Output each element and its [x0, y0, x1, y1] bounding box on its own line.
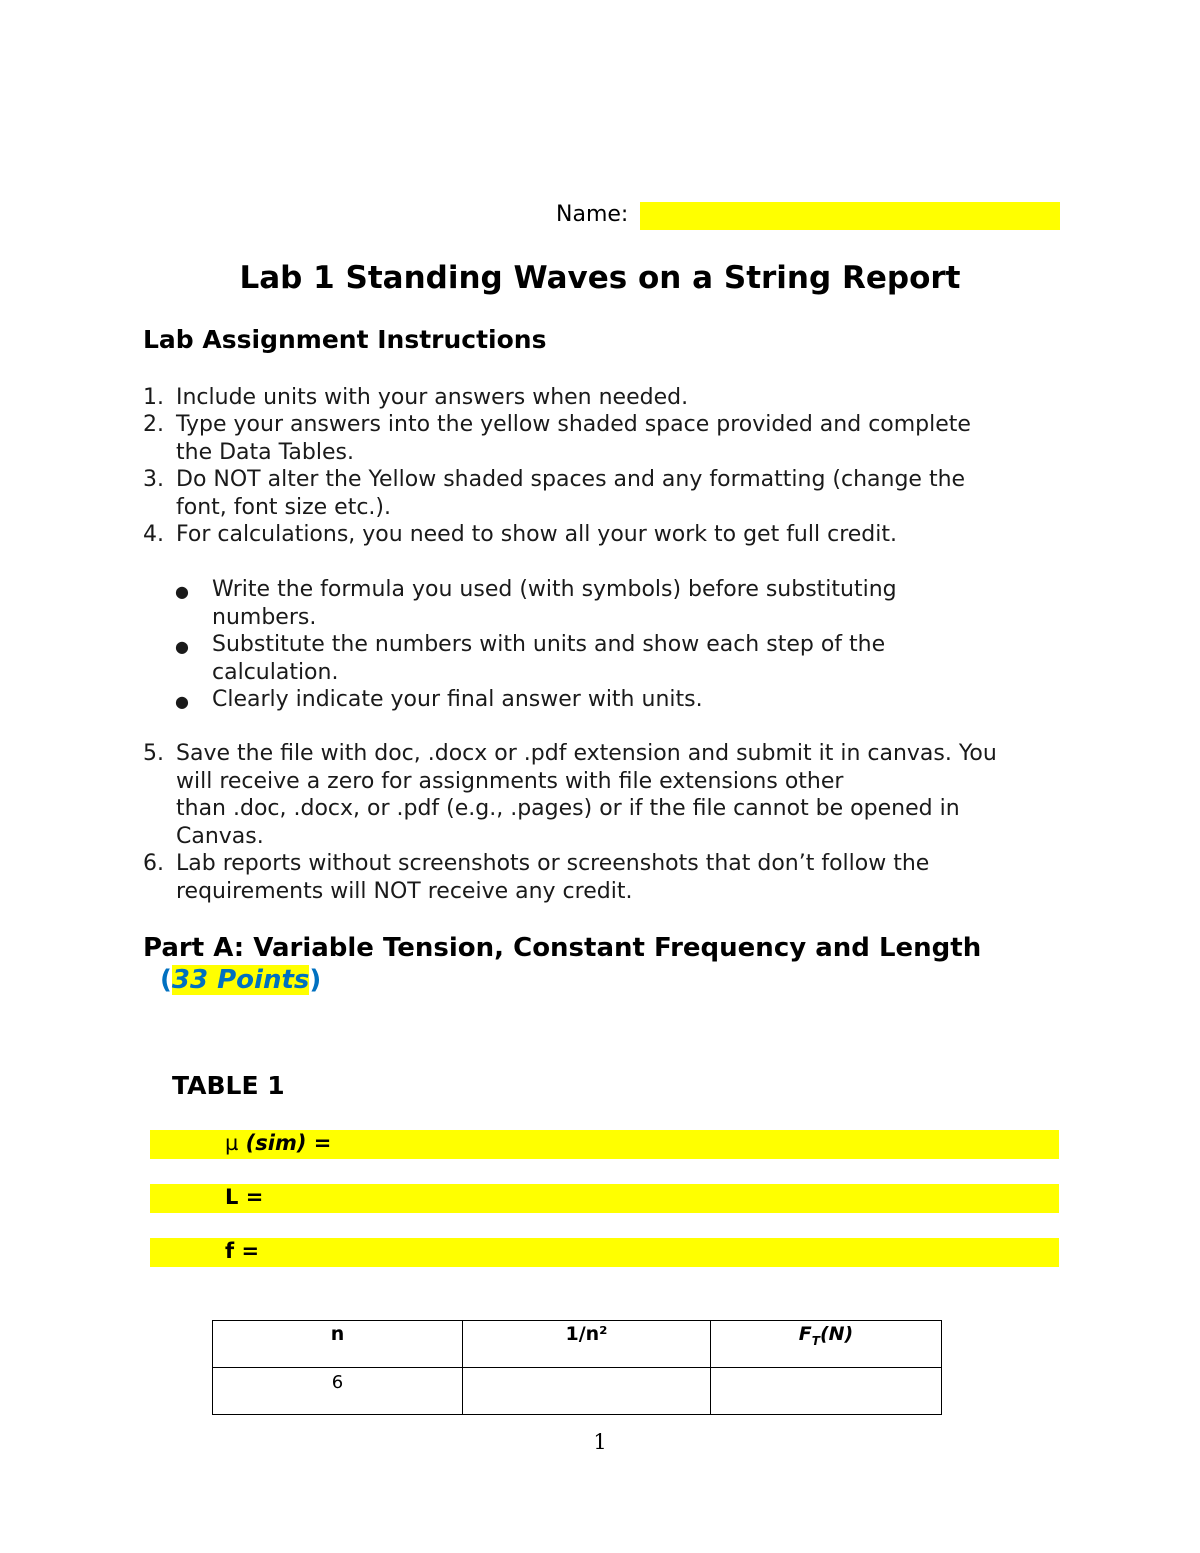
- paren-close: ): [309, 965, 322, 995]
- frequency-field[interactable]: [150, 1238, 1059, 1267]
- bullet-text: Write the formula you used (with symbols) before substituting: [212, 577, 897, 602]
- points-value: 33 Points: [171, 965, 310, 995]
- bullet-icon: ●: [175, 582, 189, 601]
- frequency-label: f =: [225, 1239, 260, 1263]
- instruction-text: Include units with your answers when needed.: [176, 385, 689, 410]
- instruction-text: requirements will NOT receive any credit.: [176, 879, 633, 904]
- length-label: L =: [225, 1185, 264, 1209]
- header-inv-n2: 1/n²: [463, 1321, 711, 1368]
- bullet-text: Clearly indicate your final answer with units.: [212, 687, 703, 712]
- part-a-points: [160, 965, 321, 995]
- mu-label: [225, 1131, 331, 1155]
- mu-text: (sim) =: [238, 1131, 332, 1155]
- list-number: 2.: [143, 412, 164, 437]
- mu-field[interactable]: [150, 1130, 1059, 1159]
- paren-open: (: [160, 965, 172, 995]
- tension-subscript: T: [811, 1333, 820, 1348]
- instruction-text: will receive a zero for assignments with file extensions other: [176, 769, 844, 794]
- tension-symbol: F: [798, 1323, 812, 1345]
- list-number: 1.: [143, 385, 164, 410]
- data-table: [212, 1320, 942, 1415]
- instruction-text: font, font size etc.).: [176, 495, 392, 520]
- table-header-row: [213, 1321, 942, 1368]
- instruction-text: Do NOT alter the Yellow shaded spaces and any formatting (change the: [176, 467, 966, 492]
- name-label: Name:: [556, 202, 629, 227]
- bullet-text: Substitute the numbers with units and show each step of the: [212, 632, 886, 657]
- instructions-heading: Lab Assignment Instructions: [143, 325, 547, 354]
- cell-inv-n2[interactable]: [463, 1368, 711, 1415]
- cell-tension[interactable]: [711, 1368, 942, 1415]
- tension-unit: (N): [819, 1323, 854, 1345]
- list-number: 6.: [143, 851, 164, 876]
- instruction-text: the Data Tables.: [176, 440, 354, 465]
- bullet-text: numbers.: [212, 605, 317, 630]
- list-number: 4.: [143, 522, 164, 547]
- instruction-text: Lab reports without screenshots or screenshots that don’t follow the: [176, 851, 930, 876]
- table-row: [213, 1368, 942, 1415]
- instruction-text: than .doc, .docx, or .pdf (e.g., .pages) or if the file cannot be opened in: [176, 796, 960, 821]
- table-label: TABLE 1: [172, 1071, 285, 1100]
- instruction-text: For calculations, you need to show all your work to get full credit.: [176, 522, 897, 547]
- header-tension: [711, 1321, 942, 1368]
- instruction-text: Save the file with doc, .docx or .pdf extension and submit it in canvas. You: [176, 741, 997, 766]
- length-field[interactable]: [150, 1184, 1059, 1213]
- list-number: 3.: [143, 467, 164, 492]
- instruction-text: Type your answers into the yellow shaded space provided and complete: [176, 412, 971, 437]
- name-field[interactable]: [640, 202, 1060, 230]
- bullet-icon: ●: [175, 692, 189, 711]
- header-n: n: [213, 1321, 463, 1368]
- mu-symbol: µ: [225, 1131, 239, 1155]
- instruction-text: Canvas.: [176, 824, 264, 849]
- part-a-heading: Part A: Variable Tension, Constant Frequency and Length: [143, 933, 982, 963]
- list-number: 5.: [143, 741, 164, 766]
- cell-n: 6: [213, 1368, 463, 1415]
- bullet-text: calculation.: [212, 660, 339, 685]
- bullet-icon: ●: [175, 637, 189, 656]
- page-title: Lab 1 Standing Waves on a String Report: [239, 260, 961, 296]
- page-number: 1: [593, 1430, 607, 1454]
